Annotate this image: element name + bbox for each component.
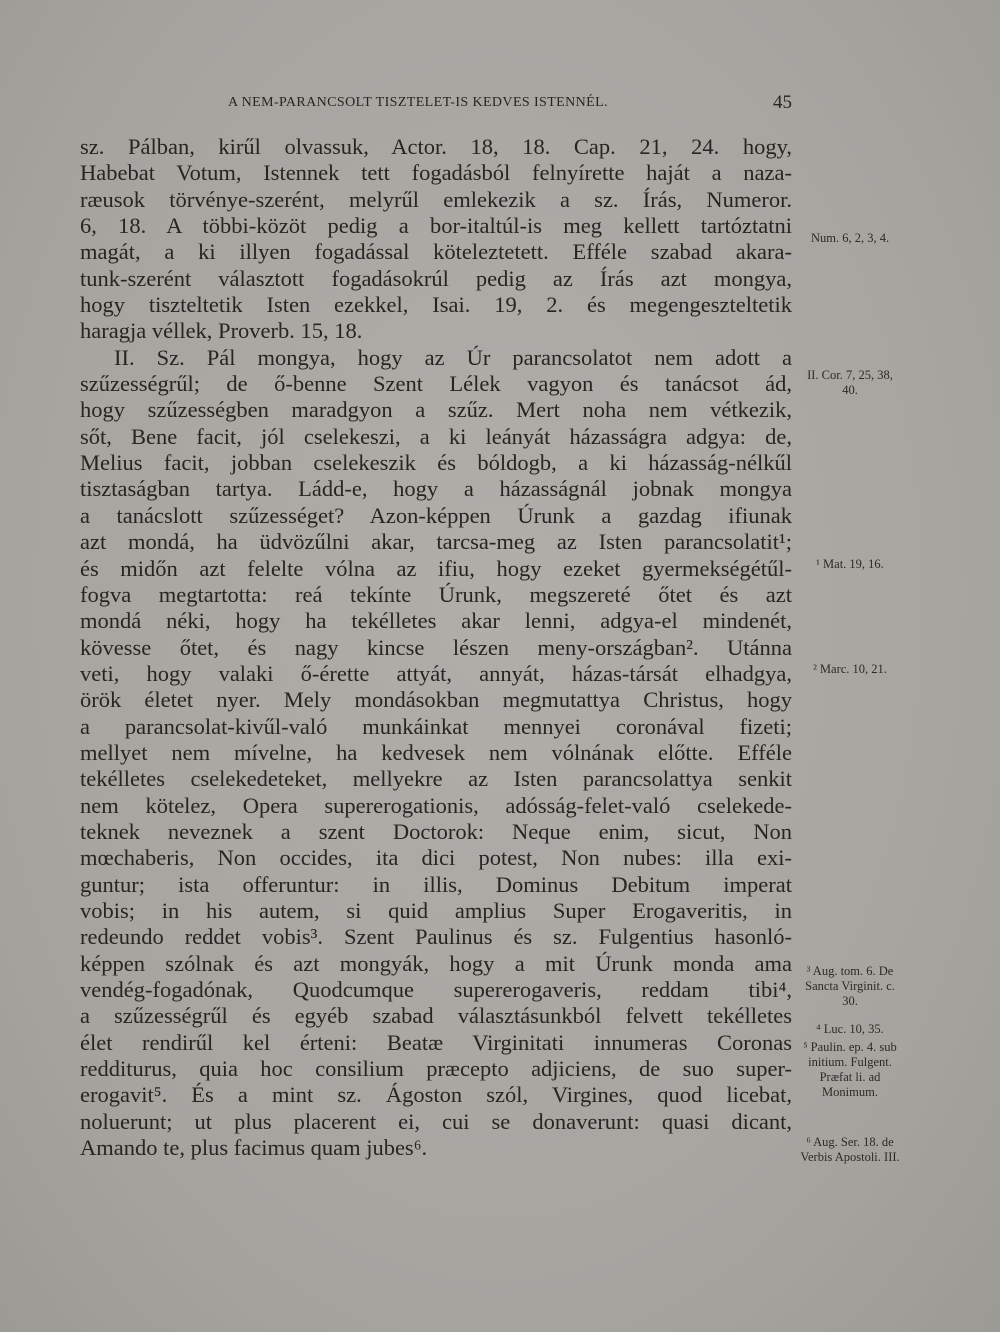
text-line: azt mondá, ha üdvözűlni akar, tarcsa-meg az Isten parancsolatit¹;: [80, 529, 792, 555]
text-line: tekélletes cselekedeteket, mellyekre az Isten parancsolattya senkit: [80, 766, 792, 792]
text-line: kövesse őtet, és nagy kincse lészen meny-országban². Utánna: [80, 634, 792, 660]
text-line: nem kötelez, Opera supererogationis, adósság-felet-való cselekede-: [80, 792, 792, 818]
text-line: ræusok törvénye-szerént, melyrűl emlekezik a sz. Írás, Numeror.: [80, 186, 792, 212]
margin-note-cor: II. Cor. 7, 25, 38, 40.: [807, 368, 893, 397]
margin-note-paulin: ⁵ Paulin. ep. 4. sub initium. Fulgent. Præfat li. ad Monimum.: [803, 1040, 897, 1099]
text-line: vobis; in his autem, si quid amplius Super Erogaveritis, in: [80, 897, 792, 923]
text-line: II. Sz. Pál mongya, hogy az Úr parancsolatot nem adott a: [114, 344, 792, 370]
text-line: fogva megtartotta: reá tekínte Úrunk, megszereté őtet és azt: [80, 581, 792, 607]
running-header: [80, 92, 792, 119]
body-text: [80, 134, 792, 1161]
text-line: a szűzességrűl és egyéb szabad választásunkból felvett tekélletes: [80, 1003, 792, 1029]
text-line: sőt, Bene facit, jól cselekeszi, a ki leányát házasságra adgya: de,: [80, 423, 792, 449]
text-line: erogavit⁵. És a mint sz. Ágoston szól, Virgines, quod licebat,: [80, 1082, 792, 1108]
text-line: képpen szólnak és azt mongyák, hogy a mit Úrunk monda ama: [80, 950, 792, 976]
text-line: veti, hogy valaki ő-érette attyát, annyát, házas-társát elhadgya,: [80, 660, 792, 686]
text-line: vendég-fogadónak, Quodcumque supererogaveris, reddam tibi⁴,: [80, 977, 792, 1002]
margin-note-mat: ¹ Mat. 19, 16.: [816, 557, 884, 571]
text-line: örök életet nyer. Mely mondásokban megmutattya Christus, hogy: [80, 687, 792, 713]
text-line: hogy szűzességben maradgyon a szűz. Mert noha nem vétkezik,: [80, 397, 792, 423]
text-line: Melius facit, jobban cselekeszik és bóldogb, a ki házasság-nélkűl: [80, 450, 792, 476]
text-line: tisztaságban tartya. Ládd-e, hogy a házasságnál jobnak mongya: [80, 476, 792, 502]
text-line: Amando te, plus facimus quam jubes⁶.: [80, 1135, 428, 1161]
text-line: a tanácslott szűzességet? Azon-képpen Úrunk a gazdag ifiunak: [80, 502, 792, 528]
text-line: és midőn azt felelte vólna az ifiu, hogy ezeket gyermekségétűl-: [80, 555, 792, 581]
text-line: tunk-szerént választott fogadásokrúl pedig az Írás azt mongya,: [80, 265, 792, 291]
page-number: 45: [773, 92, 792, 113]
text-line: guntur; ista offeruntur: in illis, Dominus Debitum imperat: [80, 871, 792, 897]
text-line: élet rendirűl kel érteni: Beatæ Virginitati innumeras Coronas: [80, 1029, 792, 1055]
text-line: Habebat Votum, Istennek tett fogadásból felnyírette haját a naza-: [80, 160, 792, 186]
text-line: a parancsolat-kivűl-való munkáinkat mennyei coronával fizeti;: [80, 713, 792, 739]
margin-note-aug: ³ Aug. tom. 6. De Sancta Virginit. c. 30.: [805, 964, 895, 1008]
text-line: noluerunt; ut plus placerent ei, cui se donaverunt: quasi dicant,: [80, 1108, 792, 1134]
margin-note-num: Num. 6, 2, 3, 4.: [810, 231, 890, 245]
text-line: mondá néki, hogy ha tekélletes akar lenni, adgya-el mindenét,: [80, 608, 792, 634]
text-line: hogy tiszteltetik Isten ezekkel, Isai. 19, 2. és megengeszteltetik: [80, 292, 792, 318]
text-line: 6, 18. A többi-közöt pedig a bor-italtúl-is meg kellett tartóztatni: [80, 213, 792, 239]
margin-note-aug-ser: ⁶ Aug. Ser. 18. de Verbis Apostoli. III.: [800, 1135, 900, 1164]
text-line: redeundo reddet vobis³. Szent Paulinus és sz. Fulgentius hasonló-: [80, 924, 792, 950]
text-line: redditurus, quia hoc consilium præcepto adjiciens, de suo super-: [80, 1056, 792, 1082]
text-line: szűzességrűl; de ő-benne Szent Lélek vagyon és tanácsot ád,: [80, 371, 792, 397]
text-line: sz. Pálban, kirűl olvassuk, Actor. 18, 18. Cap. 21, 24. hogy,: [80, 134, 792, 159]
text-line: mellyet nem mívelne, ha kedvesek nem vólnának előtte. Efféle: [80, 739, 792, 765]
margin-note-luc: ⁴ Luc. 10, 35.: [816, 1022, 884, 1036]
text-line: magát, a ki illyen fogadással köteleztetett. Efféle szabad akara-: [80, 239, 792, 265]
text-line: teknek neveznek a szent Doctorok: Neque enim, sicut, Non: [80, 818, 792, 844]
margin-note-marc: ² Marc. 10, 21.: [813, 662, 887, 676]
text-line: mœchaberis, Non occides, ita dici potest, Non nubes: illa exi-: [80, 845, 792, 871]
running-title: A NEM-PARANCSOLT TISZTELET-IS KEDVES ISTENNÉL.: [228, 95, 608, 110]
text-line: haragja véllek, Proverb. 15, 18.: [80, 318, 363, 344]
